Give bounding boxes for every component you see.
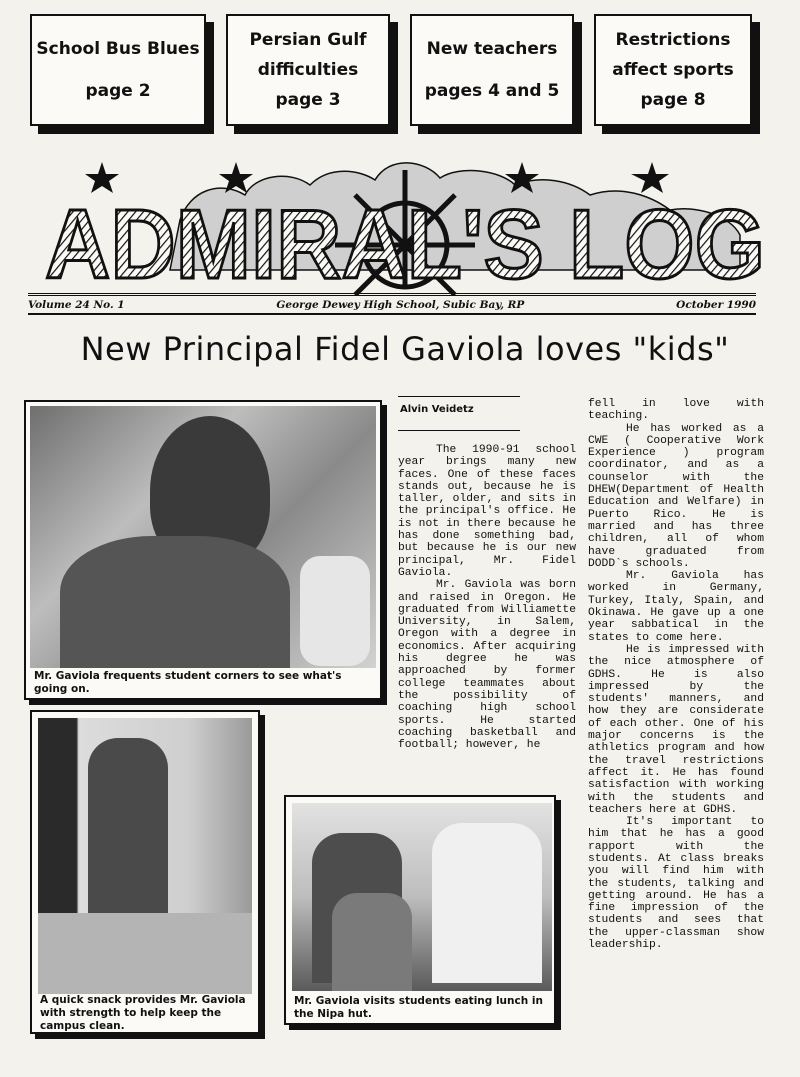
teaser-page: pages 4 and 5 — [424, 81, 560, 101]
teaser-restrictions[interactable] — [594, 14, 752, 126]
teaser-persian-gulf[interactable] — [226, 14, 390, 126]
photo-caption: Mr. Gaviola frequents student corners to see what's going on. — [34, 670, 342, 695]
photo-caption: Mr. Gaviola visits students eating lunch in the Nipa hut. — [294, 995, 543, 1020]
byline-rule-bottom — [398, 430, 520, 431]
volume-number: Volume 24 No. 1 — [28, 298, 125, 311]
teaser-title: Restrictions — [615, 30, 731, 50]
article-column-2 — [588, 398, 764, 951]
teaser-subtitle: affect sports — [612, 60, 734, 80]
article-paragraph: He has worked as a CWE ( Cooperative Work Experience ) program coordinator, and as a counselor with the DHEW(Department of Health Education and Welfare) in Puerto Rico. He is married and has three children, all of whom have graduated from DODD`s schools. — [588, 422, 764, 570]
article-paragraph: The 1990-91 school year brings many new faces. One of these faces stands out, because he is taller, older, and sits in the principal's office. He is not in there because he has done something bad, but because he is our new principal, Mr. Fidel Gaviola. — [398, 444, 576, 579]
school-name: George Dewey High School, Subic Bay, RP — [276, 298, 525, 311]
photo-caption: A quick snack provides Mr. Gaviola with strength to help keep the campus clean. — [40, 994, 246, 1032]
masthead-art — [30, 150, 780, 295]
byline: Alvin Veidetz — [400, 404, 474, 415]
photo-block-2 — [30, 710, 260, 1034]
teaser-new-teachers[interactable] — [410, 14, 574, 126]
masthead — [30, 150, 780, 295]
article-paragraph: Mr. Gaviola has worked in Germany, Turkey, Italy, Spain, and Okinawa. He gave up a one year sabbatical in the states to come here. — [588, 570, 764, 644]
article-paragraph: fell in love with teaching. — [588, 398, 764, 423]
nipa-hut-photo — [292, 803, 552, 991]
article-paragraph: Mr. Gaviola was born and raised in Oregon. He graduated from Williamette University, in Salem, Oregon with a degree in economics. After acquiring his degree he was approached by former college teammates about the possibility of coaching high school sports. He started coaching basketball and football; however, he — [398, 579, 576, 752]
teaser-page: page 2 — [85, 81, 151, 101]
article-column-1 — [398, 444, 576, 751]
byline-rule-top — [398, 396, 520, 397]
issue-date: October 1990 — [676, 298, 756, 311]
teaser-title: New teachers — [426, 39, 558, 59]
teaser-title: School Bus Blues — [36, 39, 200, 59]
article-paragraph: He is impressed with the nice atmosphere of GDHS. He is also impressed by the students' manners, and how they are considerate of each other. One of his major concerns is the athletics program and how the travel restrictions affect it. He has found satisfaction with working with the students and teachers here at GDHS. — [588, 643, 764, 816]
article-paragraph: It's important to him that he has a good rapport with the students. At class breaks you will find him with the students, talking and getting around. He has a fine impression of the students and sees that the upper-classman show leadership. — [588, 816, 764, 952]
headline: New Principal Fidel Gaviola loves "kids" — [80, 330, 730, 368]
teaser-page: page 3 — [275, 90, 341, 110]
principal-photo — [30, 406, 376, 668]
photo-block-1 — [24, 400, 382, 700]
issue-info-bar — [28, 293, 756, 315]
masthead-title: ADMIRAL'S LOG — [45, 189, 765, 295]
teaser-school-bus[interactable] — [30, 14, 206, 126]
teaser-page: page 8 — [640, 90, 706, 110]
photo-block-3 — [284, 795, 556, 1025]
snack-photo — [38, 718, 252, 994]
teaser-title: Persian Gulf — [249, 30, 367, 50]
teaser-subtitle: difficulties — [257, 60, 359, 80]
